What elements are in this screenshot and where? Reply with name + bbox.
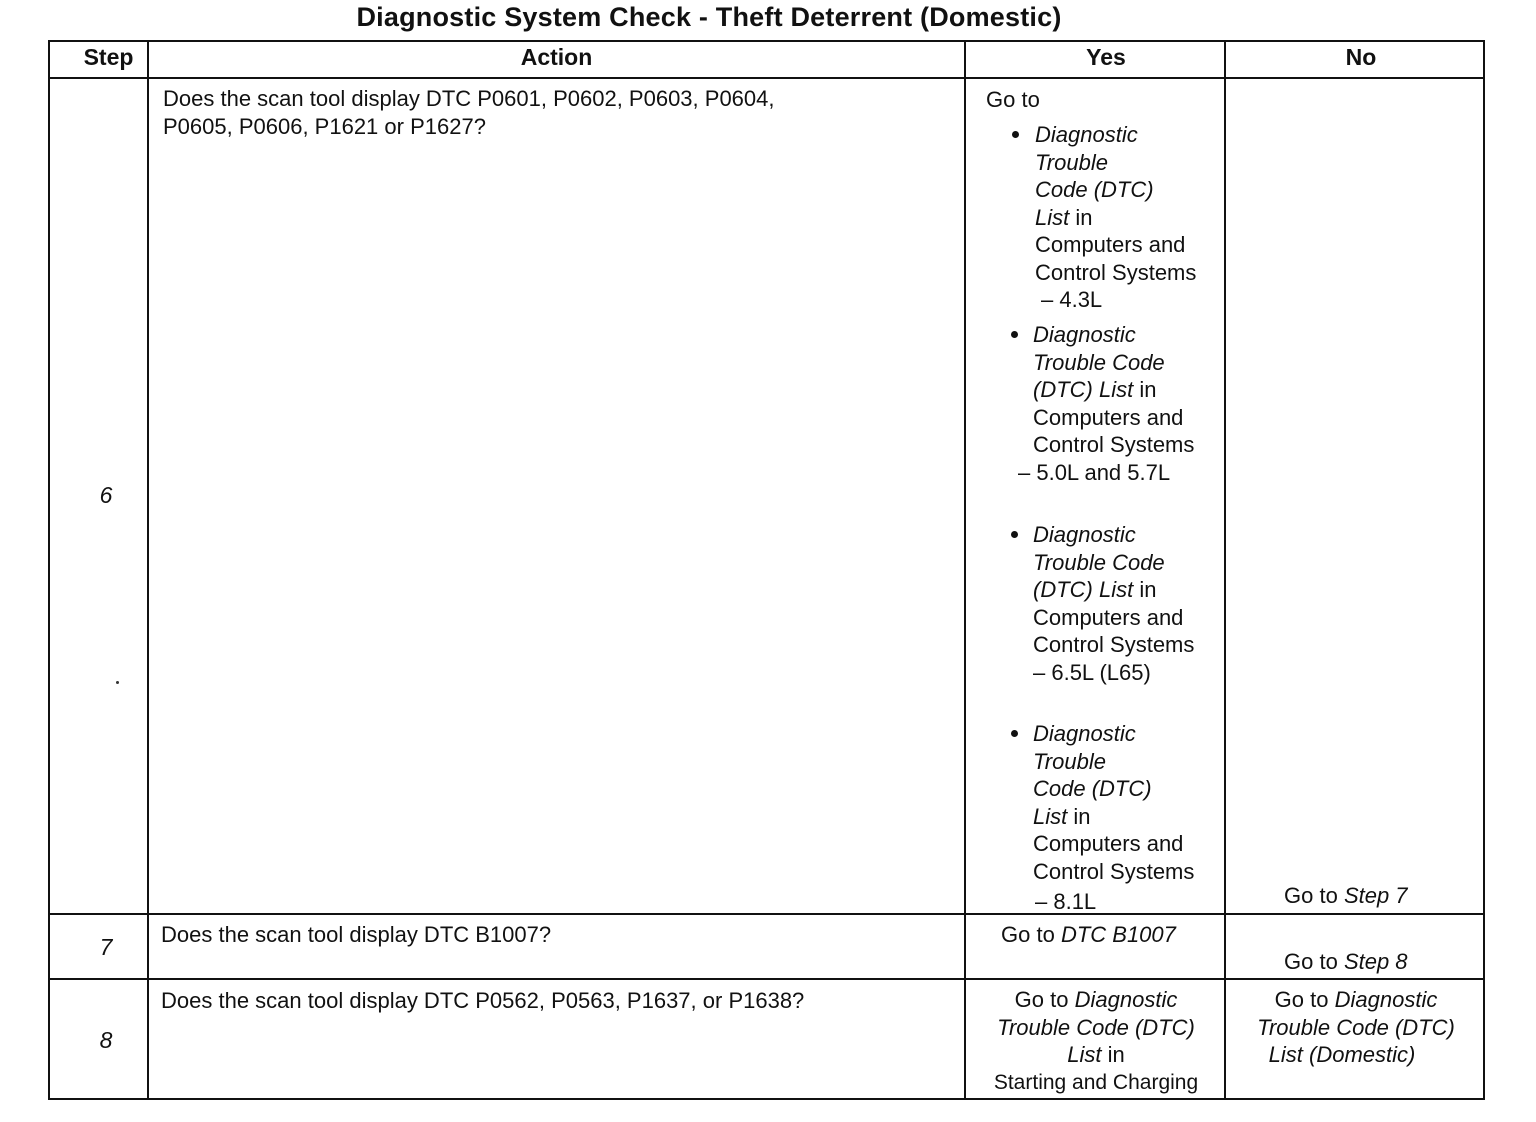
bullet-line: – 4.3L [1041, 287, 1103, 312]
yes-goto[interactable] [966, 986, 1226, 1096]
yes-intro: Go to [986, 87, 1040, 112]
link-line: Trouble Code [1033, 349, 1165, 375]
yes-bullet[interactable] [1035, 121, 1196, 314]
header-divider [48, 77, 1485, 79]
action-line: P0605, P0606, P1621 or P1627? [163, 114, 486, 139]
row-divider [48, 913, 1485, 915]
header-no: No [1345, 44, 1377, 70]
link-line: Code (DTC) [1033, 776, 1152, 801]
in-word: in [1139, 577, 1157, 602]
column-divider [1224, 40, 1226, 1100]
goto-link: Step 7 [1343, 883, 1408, 908]
link-line: (DTC) List [1033, 377, 1134, 402]
step-number: 7 [99, 934, 113, 960]
bullet-line: – 8.1L [1035, 889, 1097, 914]
goto-link: Diagnostic [1334, 987, 1438, 1012]
goto-link: Diagnostic [1074, 987, 1178, 1012]
page-title: Diagnostic System Check - Theft Deterrent (Domestic) [356, 2, 1062, 32]
link-line: Code (DTC) [1035, 177, 1154, 202]
goto-suffix: Starting and Charging [993, 1070, 1199, 1094]
in-word: in [1107, 1042, 1125, 1067]
yes-bullet[interactable] [1033, 521, 1194, 686]
goto-link: Trouble Code (DTC) [997, 1014, 1195, 1040]
link-line: Diagnostic [1033, 522, 1136, 547]
row-divider [48, 978, 1485, 980]
no-goto[interactable] [1284, 948, 1408, 976]
header-yes: Yes [1086, 44, 1126, 70]
link-line: Trouble [1033, 748, 1106, 774]
no-goto[interactable] [1284, 882, 1408, 910]
goto-prefix: Go to [1001, 922, 1055, 947]
bullet-line: Control Systems [1033, 858, 1195, 884]
link-line: (DTC) List [1033, 577, 1134, 602]
step-number: 6 [99, 482, 113, 508]
stray-mark [116, 681, 119, 684]
link-line: Diagnostic [1033, 322, 1136, 347]
goto-prefix: Go to [1284, 949, 1338, 974]
bullet-line: – 6.5L (L65) [1033, 659, 1151, 685]
bullet-icon [1011, 531, 1018, 538]
link-line: List [1033, 803, 1068, 829]
bullet-line: Computers and [1035, 232, 1186, 257]
action-line: Does the scan tool display DTC P0601, P0602, P0603, P0604, [163, 86, 775, 111]
header-action: Action [520, 44, 593, 70]
bullet-line: Computers and [1033, 831, 1184, 856]
action-text [161, 921, 551, 949]
action-line: Does the scan tool display DTC P0562, P0563, P1637, or P1638? [161, 988, 805, 1013]
link-line: Diagnostic [1035, 122, 1138, 147]
link-line: Trouble [1035, 149, 1108, 175]
goto-link: DTC B1007 [1060, 922, 1176, 947]
goto-link: List [1067, 1042, 1102, 1067]
bullet-line: Computers and [1033, 404, 1184, 430]
action-text [161, 987, 804, 1015]
bullet-line: Control Systems [1035, 259, 1197, 285]
action-line: Does the scan tool display DTC B1007? [161, 922, 552, 947]
link-line: Diagnostic [1033, 721, 1136, 746]
in-word: in [1073, 803, 1091, 829]
yes-bullet[interactable] [1018, 321, 1195, 486]
goto-link: List (Domestic) [1268, 1042, 1416, 1067]
bullet-icon [1011, 730, 1018, 737]
goto-prefix: Go to [1274, 987, 1329, 1012]
step-number: 8 [99, 1027, 113, 1053]
link-line: Trouble Code [1033, 549, 1165, 575]
goto-prefix: Go to [1284, 883, 1338, 908]
goto-prefix: Go to [1014, 987, 1069, 1012]
header-step: Step [83, 44, 134, 70]
in-word: in [1139, 377, 1157, 402]
bullet-icon [1012, 131, 1019, 138]
link-line: List [1035, 204, 1070, 230]
bullet-line: – 5.0L and 5.7L [1018, 459, 1171, 485]
goto-link: Step 8 [1343, 949, 1408, 974]
no-goto[interactable] [1226, 986, 1486, 1069]
goto-link: Trouble Code (DTC) [1257, 1014, 1455, 1040]
bullet-icon [1011, 331, 1018, 338]
column-divider [964, 40, 966, 1100]
in-word: in [1075, 204, 1093, 230]
action-text [163, 85, 775, 141]
bullet-line: Control Systems [1033, 632, 1195, 657]
yes-bullet[interactable] [1033, 720, 1194, 916]
yes-goto[interactable] [1001, 921, 1176, 949]
bullet-line: Computers and [1033, 604, 1184, 630]
bullet-line: Control Systems [1033, 432, 1195, 457]
